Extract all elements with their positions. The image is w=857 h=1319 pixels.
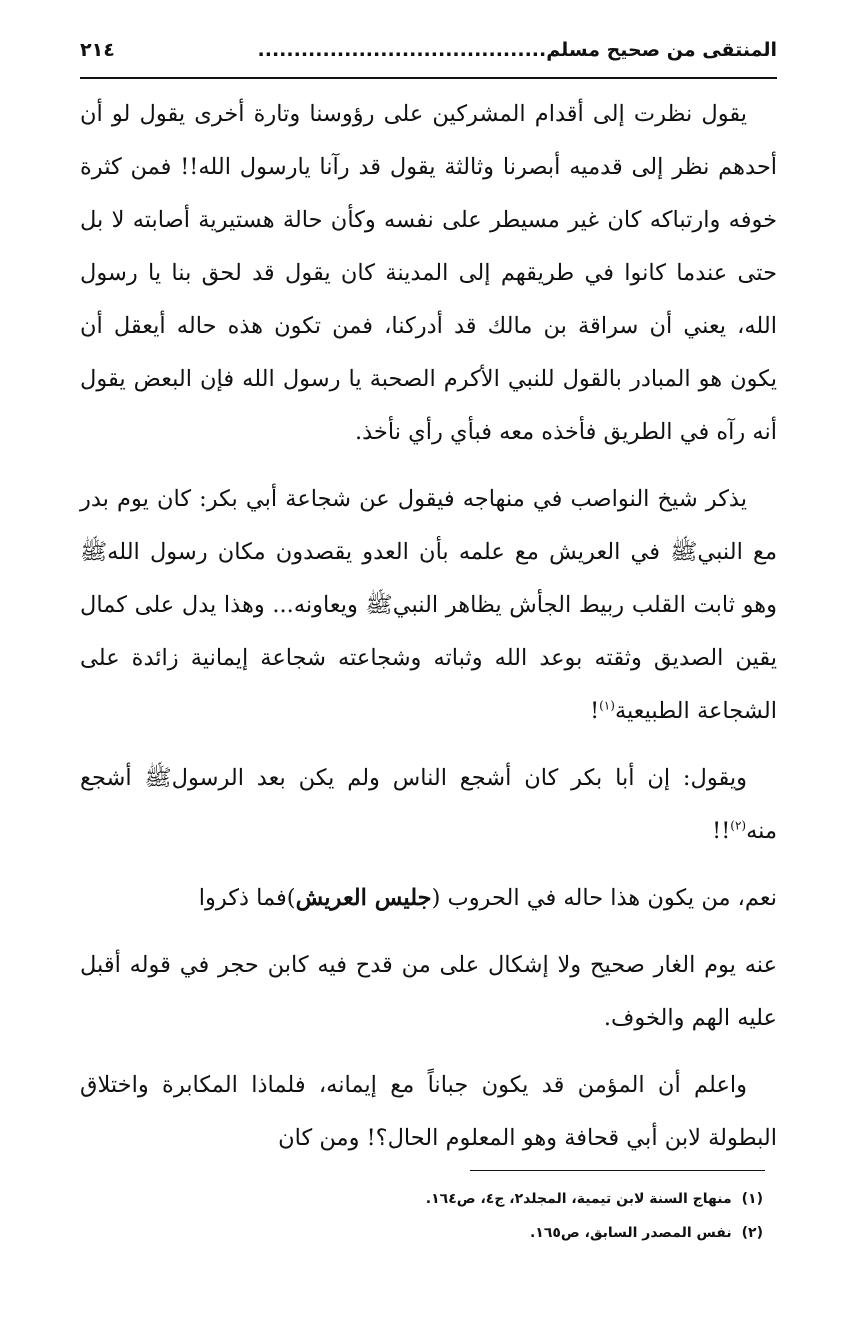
paragraph-gap	[80, 858, 777, 872]
paragraph-gap	[80, 459, 777, 473]
header-divider	[80, 77, 777, 79]
paragraph-4-before: نعم، من يكون هذا حاله في الحروب (	[431, 885, 777, 911]
footnote-divider	[470, 1170, 765, 1171]
paragraph-4-after: )فما ذكروا	[198, 885, 296, 911]
footnote-1-number: (١)	[741, 1191, 763, 1207]
paragraph-gap	[80, 738, 777, 752]
paragraph-2	[80, 473, 777, 738]
page-number: ٢١٤	[80, 39, 115, 61]
paragraph-gap	[80, 1045, 777, 1059]
footnote-ref-2[interactable]: (٢)	[730, 818, 747, 833]
footnote-2-text: نفس المصدر السابق، ص١٦٥.	[529, 1225, 732, 1241]
paragraph-4	[80, 872, 777, 925]
paragraph-6-text: واعلم أن المؤمن قد يكون جباناً مع إيمانه، فلماذا المكابرة واختلاق البطولة لابن أبي قحافة وهو المعلوم الحال؟! ومن كان	[80, 1072, 777, 1151]
paragraph-1-text: يقول نظرت إلى أقدام المشركين على رؤوسنا وتارة أخرى يقول لو أن أحدهم نظر إلى قدميه أبصرنا وثالثة يقول قد رآنا يارسول الله!! فمن كثرة خوفه وارتباكه كان غير مسيطر على نفسه وكأن حالة هستيرية أصابته لا بل حتى عندما كانوا في طريقهم إلى المدينة كان يقول قد لحق بنا يا رسول الله، يعني أن سراقة بن مالك قد أدركنا، فمن تكون هذه حاله أيعقل أن يكون هو المبادر بالقول للنبي الأكرم الصحبة يا رسول الله فإن البعض يقول أنه رآه في الطريق فأخذه معه فبأي رأي نأخذ.	[80, 101, 777, 445]
page-header	[80, 30, 777, 70]
paragraph-3-tail: !!	[712, 818, 731, 844]
paragraph-2-tail: !	[590, 698, 600, 724]
running-title: المنتقى من صحيح مسلم........................................	[257, 39, 777, 61]
footnote-2-number: (٢)	[741, 1225, 763, 1241]
paragraph-4-bold: جليس العريش	[295, 885, 432, 911]
paragraph-3-text: ويقول: إن أبا بكر كان أشجع الناس ولم يكن بعد الرسولﷺ أشجع منه	[80, 765, 777, 844]
footnote-2	[80, 1216, 763, 1250]
paragraph-3	[80, 752, 777, 858]
footnote-1-text: منهاج السنة لابن تيمية، المجلد٢، ج٤، ص١٦٤.	[425, 1191, 732, 1207]
paragraph-5	[80, 939, 777, 1045]
footnote-1	[80, 1182, 763, 1216]
paragraph-5-text: عنه يوم الغار صحيح ولا إشكال على من قدح فيه كابن حجر في قوله أقبل عليه الهم والخوف.	[80, 952, 777, 1031]
main-text	[80, 88, 777, 1165]
paragraph-1	[80, 88, 777, 459]
paragraph-2-text: يذكر شيخ النواصب في منهاجه فيقول عن شجاعة أبي بكر: كان يوم بدر مع النبيﷺ في العريش مع علمه بأن العدو يقصدون مكان رسول اللهﷺ وهو ثابت القلب ربيط الجأش يظاهر النبيﷺ ويعاونه... وهذا يدل على كمال يقين الصديق وثقته بوعد الله وثباته وشجاعته شجاعة إيمانية زائدة على الشجاعة الطبيعية	[80, 486, 777, 724]
paragraph-gap	[80, 925, 777, 939]
footnote-ref-1[interactable]: (١)	[599, 698, 615, 713]
paragraph-6	[80, 1059, 777, 1165]
footnotes	[80, 1182, 763, 1250]
